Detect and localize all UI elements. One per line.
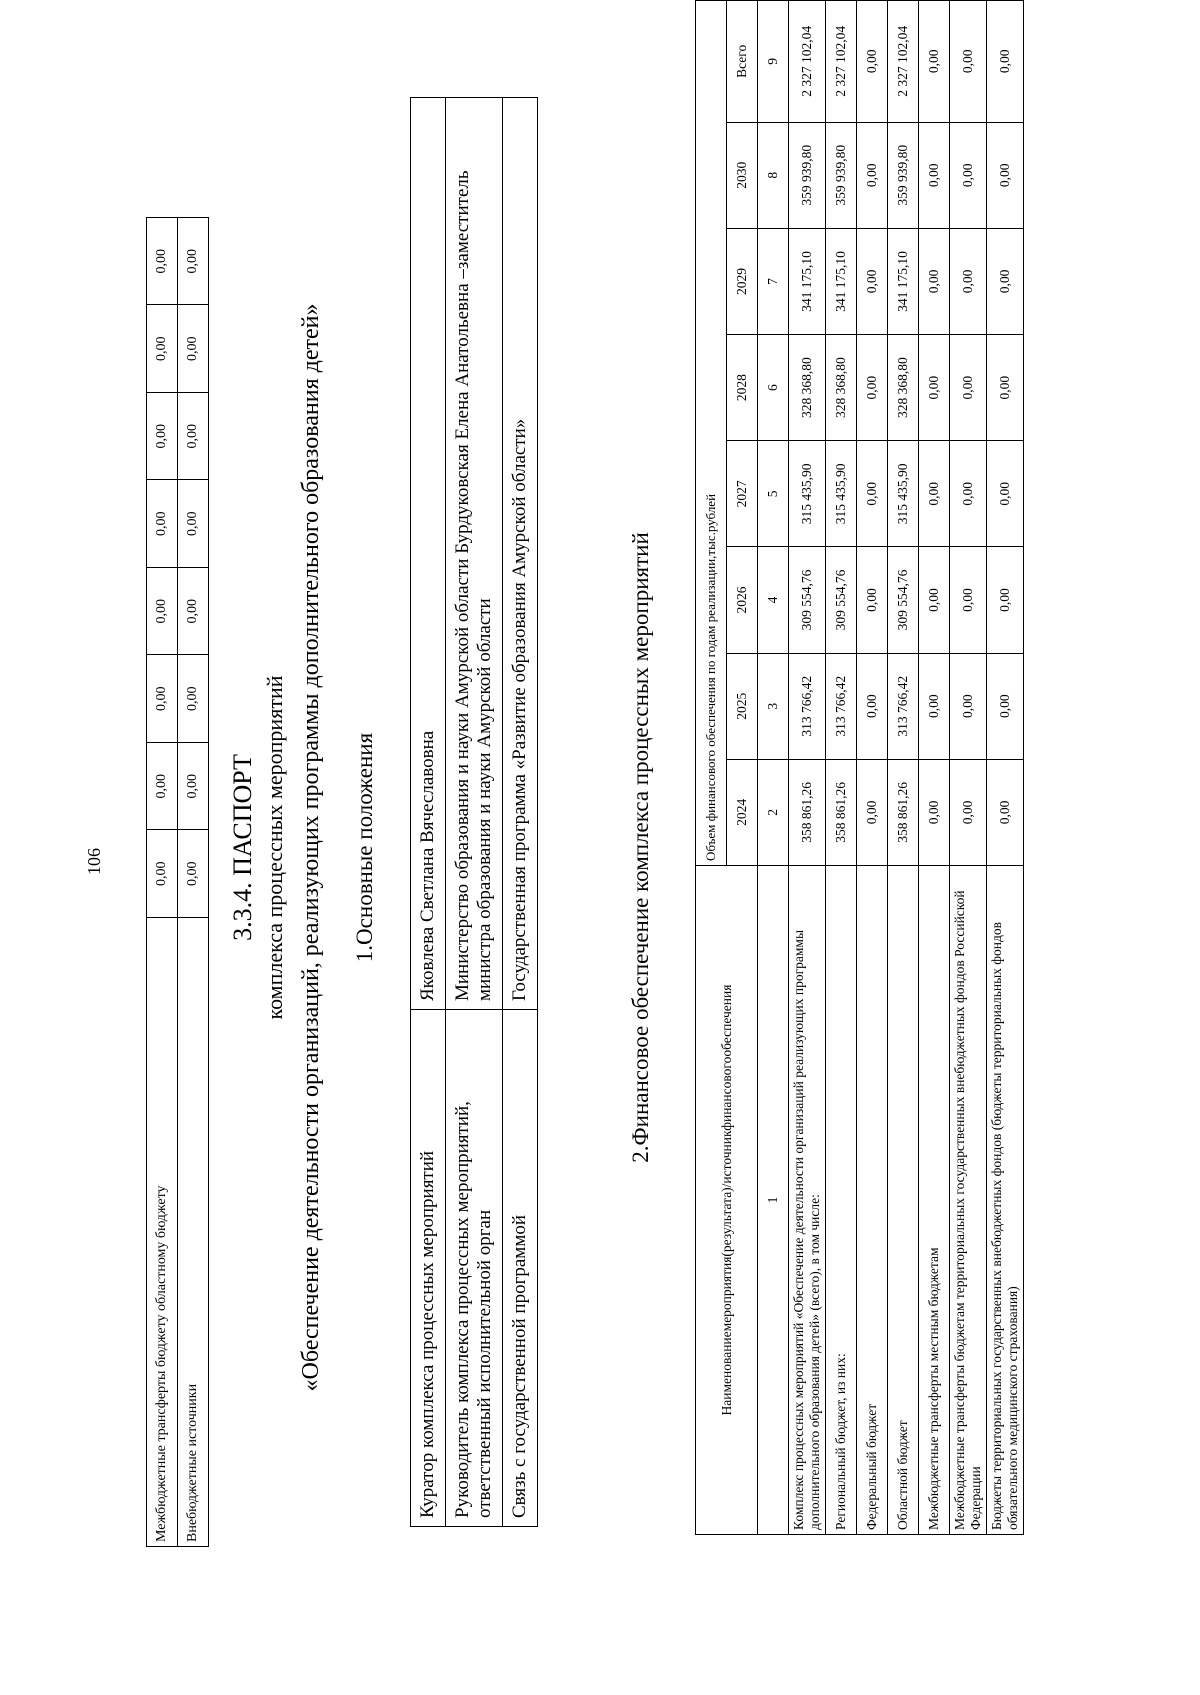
section-1-heading: 1.Основные положения <box>352 732 377 963</box>
top-continuation-table <box>146 217 209 1547</box>
table-row <box>919 1 950 1535</box>
header-year: 2028 <box>727 335 758 441</box>
header-year: 2025 <box>727 653 758 759</box>
header-year: 2026 <box>727 547 758 653</box>
cell: 0,00 <box>857 1 888 123</box>
row-label: Межбюджетные трансферты бюджету областному бюджету <box>147 918 178 1547</box>
row-value: Министерство образования и науки Амурской области Бурдуковская Елена Анатольевна –заместитель министра образования и науки Амурской области <box>446 98 503 1010</box>
cell: 0,00 <box>950 547 987 653</box>
column-number-row <box>758 1 789 1535</box>
cell: 0,00 <box>919 759 950 865</box>
cell: 0,00 <box>857 653 888 759</box>
cell: 0,00 <box>987 228 1024 334</box>
table-header-row <box>696 1 727 1535</box>
row-label: Бюджеты территориальных государственных внебюджетных фондов (бюджеты территориальных фондов обязательного медицинского страхования) <box>987 866 1024 1535</box>
table-row <box>411 98 446 1527</box>
cell: 0,00 <box>950 122 987 228</box>
column-number: 9 <box>758 1 789 123</box>
table-row <box>888 1 919 1535</box>
cell: 315 435,90 <box>789 441 826 547</box>
cell: 0,00 <box>147 305 178 393</box>
financing-table <box>695 0 1024 1535</box>
row-label: Межбюджетные трансферты местным бюджетам <box>919 866 950 1535</box>
cell: 358 861,26 <box>888 759 919 865</box>
row-label: Руководитель комплекса процессных мероприятий, ответственный исполнительной орган <box>446 1010 503 1527</box>
cell: 0,00 <box>147 830 178 918</box>
cell: 0,00 <box>178 305 209 393</box>
cell: 2 327 102,04 <box>888 1 919 123</box>
cell: 0,00 <box>857 122 888 228</box>
column-number: 8 <box>758 122 789 228</box>
cell: 315 435,90 <box>826 441 857 547</box>
cell: 0,00 <box>950 228 987 334</box>
cell: 0,00 <box>987 653 1024 759</box>
table-row <box>950 1 987 1535</box>
cell: 0,00 <box>950 441 987 547</box>
header-year: 2030 <box>727 122 758 228</box>
cell: 313 766,42 <box>888 653 919 759</box>
basic-provisions-table <box>410 97 538 1527</box>
cell: 359 939,80 <box>888 122 919 228</box>
column-number: 6 <box>758 335 789 441</box>
cell: 358 861,26 <box>826 759 857 865</box>
column-number: 5 <box>758 441 789 547</box>
cell: 341 175,10 <box>888 228 919 334</box>
cell: 0,00 <box>147 743 178 831</box>
cell: 328 368,80 <box>826 335 857 441</box>
cell: 2 327 102,04 <box>789 1 826 123</box>
passport-subtitle: комплекса процессных мероприятий <box>262 675 287 1020</box>
cell: 328 368,80 <box>888 335 919 441</box>
passport-complex-name: «Обеспечение деятельности организаций, реализующих программы дополнительного образования детей» <box>298 303 324 1392</box>
cell: 0,00 <box>147 393 178 481</box>
row-label: Межбюджетные трансферты бюджетам территориальных государственных внебюджетных фондов Российской Федерации <box>950 866 987 1535</box>
cell: 0,00 <box>857 335 888 441</box>
header-name: Наименованиемероприятия(результата)/источникфинансовогообеспечения <box>696 866 758 1535</box>
header-year: 2029 <box>727 228 758 334</box>
cell: 0,00 <box>987 1 1024 123</box>
cell: 341 175,10 <box>789 228 826 334</box>
cell: 358 861,26 <box>789 759 826 865</box>
row-label: Региональный бюджет, из них: <box>826 866 857 1535</box>
cell: 309 554,76 <box>826 547 857 653</box>
cell: 0,00 <box>857 759 888 865</box>
cell: 309 554,76 <box>888 547 919 653</box>
cell: 0,00 <box>987 759 1024 865</box>
cell: 0,00 <box>987 335 1024 441</box>
cell: 0,00 <box>178 830 209 918</box>
cell: 0,00 <box>147 480 178 568</box>
cell: 359 939,80 <box>826 122 857 228</box>
cell: 0,00 <box>178 393 209 481</box>
cell: 0,00 <box>919 122 950 228</box>
cell: 0,00 <box>857 228 888 334</box>
table-row <box>789 1 826 1535</box>
row-label: Комплекс процессных мероприятий «Обеспечение деятельности организаций реализующих программы дополнительного образования детей» (всего), в том числе: <box>789 866 826 1535</box>
cell: 0,00 <box>178 655 209 743</box>
passport-title: 3.3.4. ПАСПОРТ <box>228 754 257 941</box>
row-label: Федеральный бюджет <box>857 866 888 1535</box>
table-row <box>178 218 209 1547</box>
cell: 0,00 <box>857 547 888 653</box>
cell: 0,00 <box>178 568 209 656</box>
cell: 359 939,80 <box>789 122 826 228</box>
cell: 0,00 <box>919 335 950 441</box>
cell: 0,00 <box>950 759 987 865</box>
cell: 315 435,90 <box>888 441 919 547</box>
column-number: 3 <box>758 653 789 759</box>
cell: 0,00 <box>919 441 950 547</box>
header-volume: Объем финансового обеспечения по годам реализации,тыс.рублей <box>696 1 727 866</box>
table-row <box>503 98 538 1527</box>
cell: 0,00 <box>987 122 1024 228</box>
column-number: 2 <box>758 759 789 865</box>
cell: 0,00 <box>147 218 178 306</box>
cell: 0,00 <box>178 480 209 568</box>
table-row <box>446 98 503 1527</box>
cell: 0,00 <box>919 547 950 653</box>
table-row <box>826 1 857 1535</box>
row-label: Внебюджетные источники <box>178 918 209 1547</box>
table-row <box>987 1 1024 1535</box>
cell: 0,00 <box>147 655 178 743</box>
row-value: Яковлева Светлана Вячеславовна <box>411 98 446 1010</box>
cell: 0,00 <box>950 1 987 123</box>
row-label: Куратор комплекса процессных мероприятий <box>411 1010 446 1527</box>
cell: 2 327 102,04 <box>826 1 857 123</box>
header-year: 2024 <box>727 759 758 865</box>
cell: 0,00 <box>987 441 1024 547</box>
cell: 0,00 <box>950 335 987 441</box>
column-number: 1 <box>758 866 789 1535</box>
column-number: 4 <box>758 547 789 653</box>
row-value: Государственная программа «Развитие образования Амурской области» <box>503 98 538 1010</box>
cell: 0,00 <box>987 547 1024 653</box>
cell: 0,00 <box>178 743 209 831</box>
row-label: Связь с государственной программой <box>503 1010 538 1527</box>
row-label: Областной бюджет <box>888 866 919 1535</box>
header-year: 2027 <box>727 441 758 547</box>
cell: 313 766,42 <box>826 653 857 759</box>
cell: 0,00 <box>857 441 888 547</box>
header-total: Всего <box>727 1 758 123</box>
cell: 0,00 <box>919 228 950 334</box>
cell: 313 766,42 <box>789 653 826 759</box>
table-row <box>857 1 888 1535</box>
cell: 0,00 <box>950 653 987 759</box>
cell: 309 554,76 <box>789 547 826 653</box>
section-2-heading: 2.Финансовое обеспечение комплекса процессных мероприятий <box>628 532 653 1163</box>
cell: 328 368,80 <box>789 335 826 441</box>
table-row <box>147 218 178 1547</box>
page-number: 106 <box>84 848 104 875</box>
cell: 0,00 <box>178 218 209 306</box>
cell: 0,00 <box>919 653 950 759</box>
column-number: 7 <box>758 228 789 334</box>
cell: 341 175,10 <box>826 228 857 334</box>
cell: 0,00 <box>919 1 950 123</box>
cell: 0,00 <box>147 568 178 656</box>
